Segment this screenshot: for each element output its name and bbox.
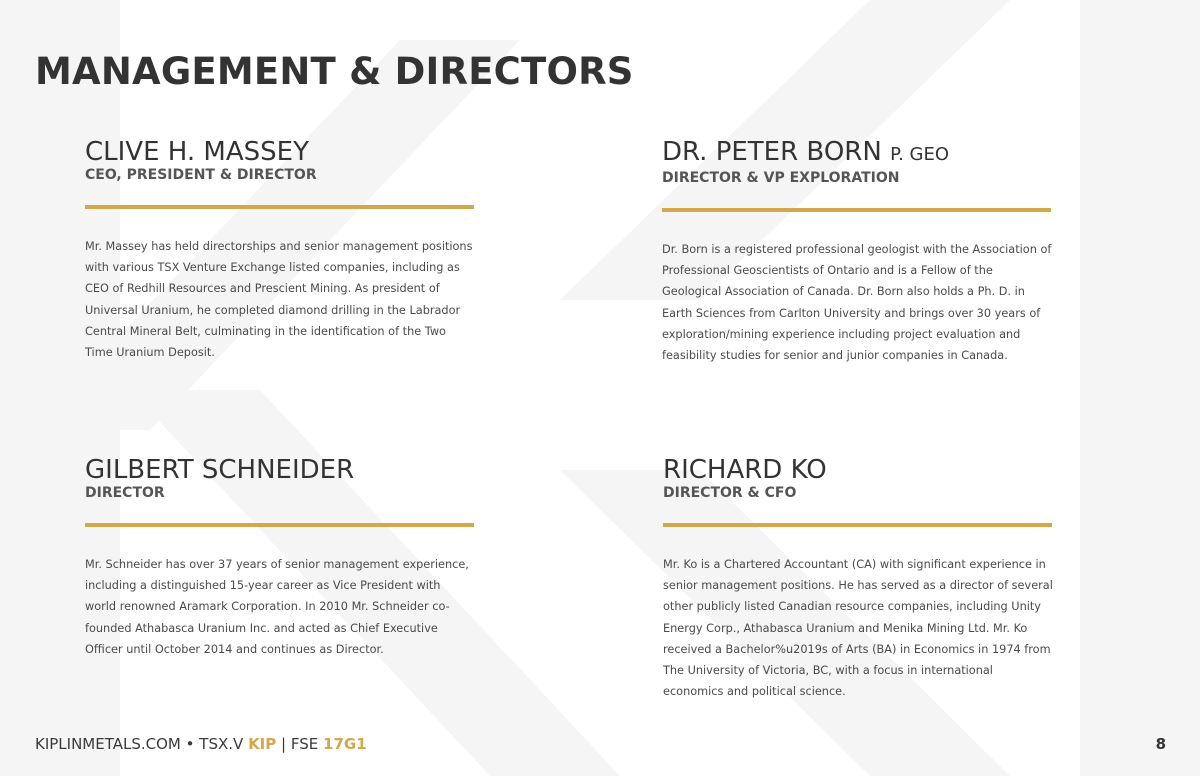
person-bio: Dr. Born is a registered professional geologist with the Association of Professional Geoscientists of Ontario and is a Fellow of the Geological Association of Canada. Dr. Born also holds a Ph. D. in Earth Sciences from Carlton University and brings over 30 years of exploration/mining experience including project evaluation and feasibility studies for senior and junior companies in Canada. [662, 243, 1052, 363]
person-bio: Mr. Schneider has over 37 years of senior management experience, including a distinguished 15-year career as Vice President with world renowned Aramark Corporation. In 2010 Mr. Schneider co-founded Athabasca Uranium Inc. and acted as Chief Executive Officer until October 2014 and continues as Director. [85, 558, 469, 656]
person-name-text: GILBERT SCHNEIDER [85, 455, 355, 485]
gold-divider [85, 523, 474, 527]
person-role: DIRECTOR & VP EXPLORATION [662, 170, 900, 186]
exchange-tsxv: TSX.V [199, 735, 244, 753]
person-name-text: DR. PETER BORN [662, 137, 882, 167]
person-credential: P. GEO [890, 144, 950, 165]
person-name [85, 456, 475, 484]
person-role: DIRECTOR & CFO [663, 485, 797, 501]
ticker-17g1: 17G1 [323, 735, 367, 753]
person-card-ko [663, 456, 1053, 702]
ticker-kip: KIP [248, 735, 277, 753]
gold-divider [85, 205, 474, 209]
person-bio: Mr. Ko is a Chartered Accountant (CA) with significant experience in senior management positions. He has served as a director of several other publicly listed Canadian resource companies, including Unity Energy Corp., Athabasca Uranium and Menika Mining Ltd. Mr. Ko received a Bachelor%u2019s of Arts (BA) in Economics in 1974 from The University of Victoria, BC, with a focus in international economics and political science. [663, 558, 1053, 699]
page-number: 8 [1155, 735, 1166, 753]
person-role: DIRECTOR [85, 485, 165, 501]
exchange-fse: FSE [290, 735, 319, 753]
website-link[interactable]: KIPLINMETALS.COM [35, 735, 181, 753]
person-name [85, 138, 475, 166]
gold-divider [662, 208, 1051, 212]
person-role: CEO, PRESIDENT & DIRECTOR [85, 167, 317, 183]
person-card-massey [85, 138, 475, 363]
person-name-text: CLIVE H. MASSEY [85, 137, 309, 167]
person-name [663, 456, 1053, 484]
person-bio: Mr. Massey has held directorships and senior management positions with various TSX Venture Exchange listed companies, including as CEO of Redhill Resources and Prescient Mining. As president of Universal Uranium, he completed diamond drilling in the Labrador Central Mineral Belt, culminating in the identification of the Two Time Uranium Deposit. [85, 240, 473, 360]
person-card-schneider [85, 456, 475, 660]
page-title: MANAGEMENT & DIRECTORS [35, 50, 634, 93]
footer-bullet: • [185, 735, 195, 753]
gold-divider [663, 523, 1052, 527]
person-card-born [662, 138, 1052, 366]
footer-info [35, 735, 367, 753]
person-name-text: RICHARD KO [663, 455, 827, 485]
person-name [662, 138, 1052, 169]
footer-separator: | [281, 735, 287, 753]
